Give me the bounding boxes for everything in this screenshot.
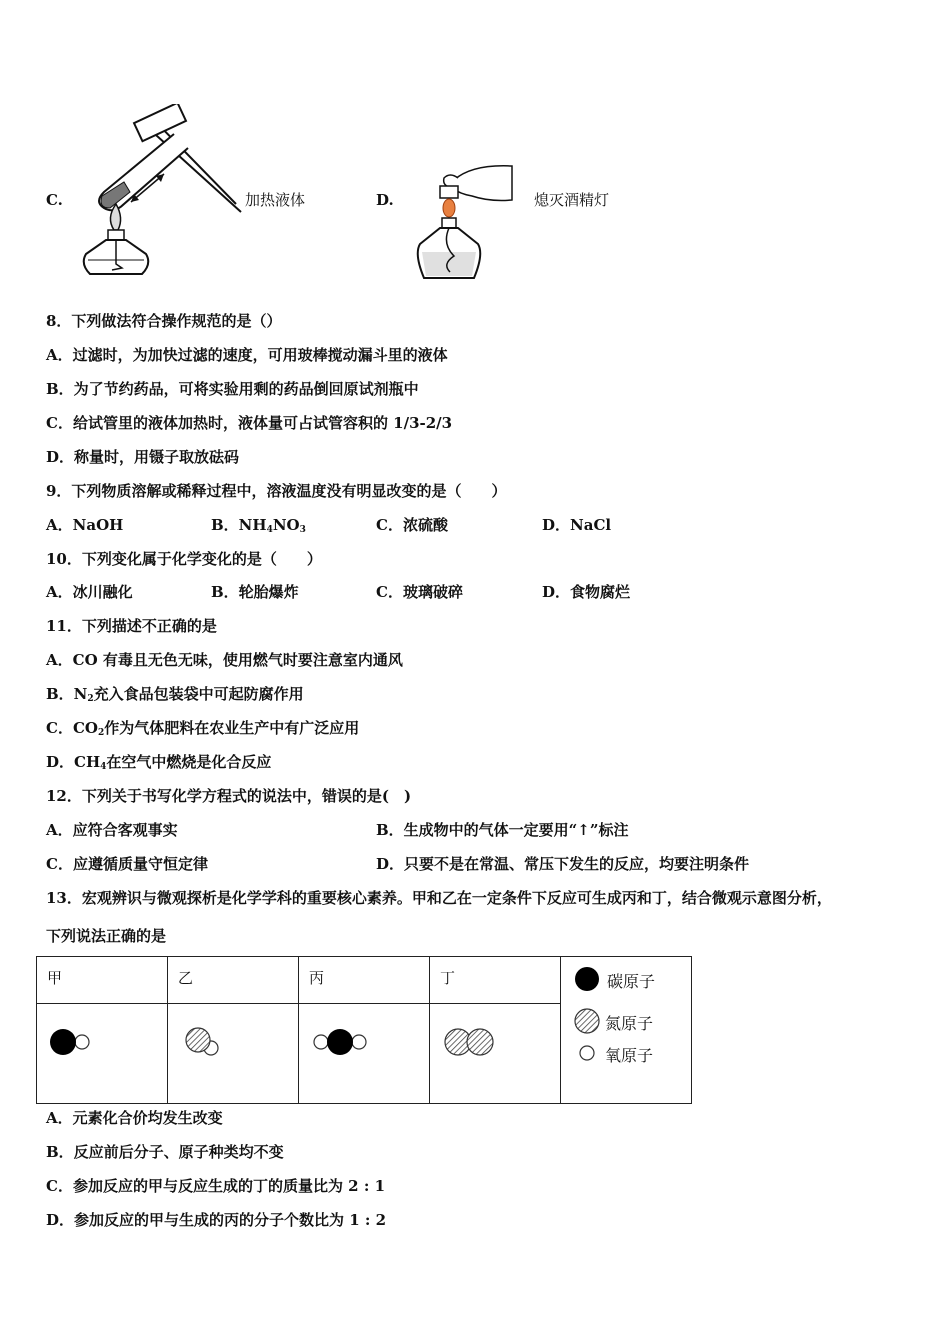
option-c-letter: C.: [46, 191, 63, 209]
heating-liquid-figure: [76, 104, 246, 284]
q12-option-a: A．应符合客观事实: [46, 821, 178, 839]
q8-option-d: D．称量时，用镊子取放砝码: [46, 448, 240, 466]
header-jia: 甲: [37, 957, 168, 1004]
nitrogen-atom-icon: [575, 1009, 599, 1033]
q12-stem: 12．下列关于书写化学方程式的说法中，错误的是( ): [46, 787, 412, 805]
q11-option-a: A．CO 有毒且无色无味，使用燃气时要注意室内通风: [46, 651, 403, 669]
option-d-letter: D.: [376, 191, 394, 209]
q10-option-b: B．轮胎爆炸: [211, 583, 299, 601]
q10-option-a: A．冰川融化: [46, 583, 133, 601]
option-c-caption: 加热液体: [245, 191, 306, 209]
q10-stem: 10．下列变化属于化学变化的是（ ）: [46, 550, 322, 568]
molecule-bing: [299, 1003, 430, 1103]
q13-option-b: B．反应前后分子、原子种类均不变: [46, 1143, 284, 1161]
q11-option-b: B．$N_2$充入食品包装袋中可起防腐作用: [46, 685, 304, 704]
molecule-jia: [37, 1003, 168, 1103]
q11-option-c: C．$CO_2$作为气体肥料在农业生产中有广泛应用: [46, 719, 360, 738]
molecule-table: [36, 956, 692, 1104]
q10-option-c: C．玻璃破碎: [376, 583, 463, 601]
molecule-yi: [168, 1003, 299, 1103]
q11-option-d: D．$CH_4$在空气中燃烧是化合反应: [46, 753, 272, 772]
q9-stem: 9．下列物质溶解或稀释过程中，溶液温度没有明显改变的是（ ）: [46, 482, 507, 500]
option-d-caption: 熄灭酒精灯: [534, 191, 610, 209]
q9-option-d: D．NaCl: [542, 516, 612, 534]
n2-molecule-icon: [438, 1024, 508, 1060]
q12-option-b: B．生成物中的气体一定要用“↑”标注: [376, 821, 629, 839]
legend-carbon: 碳原子: [607, 972, 656, 991]
q13-stem-line2: 下列说法正确的是: [46, 927, 167, 945]
extinguish-lamp-figure: [412, 160, 522, 284]
co-molecule-icon: [45, 1024, 105, 1060]
co2-molecule-icon: [307, 1024, 377, 1060]
q12-option-d: D．只要不是在常温、常压下发生的反应，均要注明条件: [376, 855, 750, 873]
header-ding: 丁: [430, 957, 561, 1004]
legend-symbols: [573, 965, 603, 1061]
q13-option-a: A．元素化合价均发生改变: [46, 1109, 223, 1127]
oxygen-atom-icon: [580, 1046, 594, 1060]
molecule-ding: [430, 1003, 561, 1103]
q8-option-b: B．为了节约药品，可将实验用剩的药品倒回原试剂瓶中: [46, 380, 419, 398]
q9-option-b: B．$NH_4NO_3$: [211, 516, 306, 535]
no-molecule-icon: [176, 1024, 236, 1064]
q11-stem: 11．下列描述不正确的是: [46, 617, 217, 635]
q13-option-d: D．参加反应的甲与生成的丙的分子个数比为 1 : 2: [46, 1211, 387, 1229]
q8-option-c: C．给试管里的液体加热时，液体量可占试管容积的 1/3-2/3: [46, 414, 453, 432]
q10-option-d: D．食物腐烂: [542, 583, 631, 601]
q13-option-c: C．参加反应的甲与反应生成的丁的质量比为 2 : 1: [46, 1177, 386, 1195]
q9-option-c: C．浓硫酸: [376, 516, 448, 534]
carbon-atom-icon: [575, 967, 599, 991]
header-yi: 乙: [168, 957, 299, 1004]
q13-stem-line1: 13．宏观辨识与微观探析是化学学科的重要核心素养。甲和乙在一定条件下反应可生成丙和丁，结合微观示意图分析，: [46, 889, 832, 907]
q12-option-c: C．应遵循质量守恒定律: [46, 855, 208, 873]
q8-option-a: A．过滤时，为加快过滤的速度，可用玻棒搅动漏斗里的液体: [46, 346, 448, 364]
legend-nitrogen: 氮原子: [605, 1014, 654, 1033]
header-bing: 丙: [299, 957, 430, 1004]
q9-option-a: A．NaOH: [46, 516, 124, 534]
legend-oxygen: 氧原子: [605, 1046, 654, 1065]
legend-cell: [561, 957, 692, 1104]
q8-stem: 8．下列做法符合操作规范的是（）: [46, 312, 282, 330]
